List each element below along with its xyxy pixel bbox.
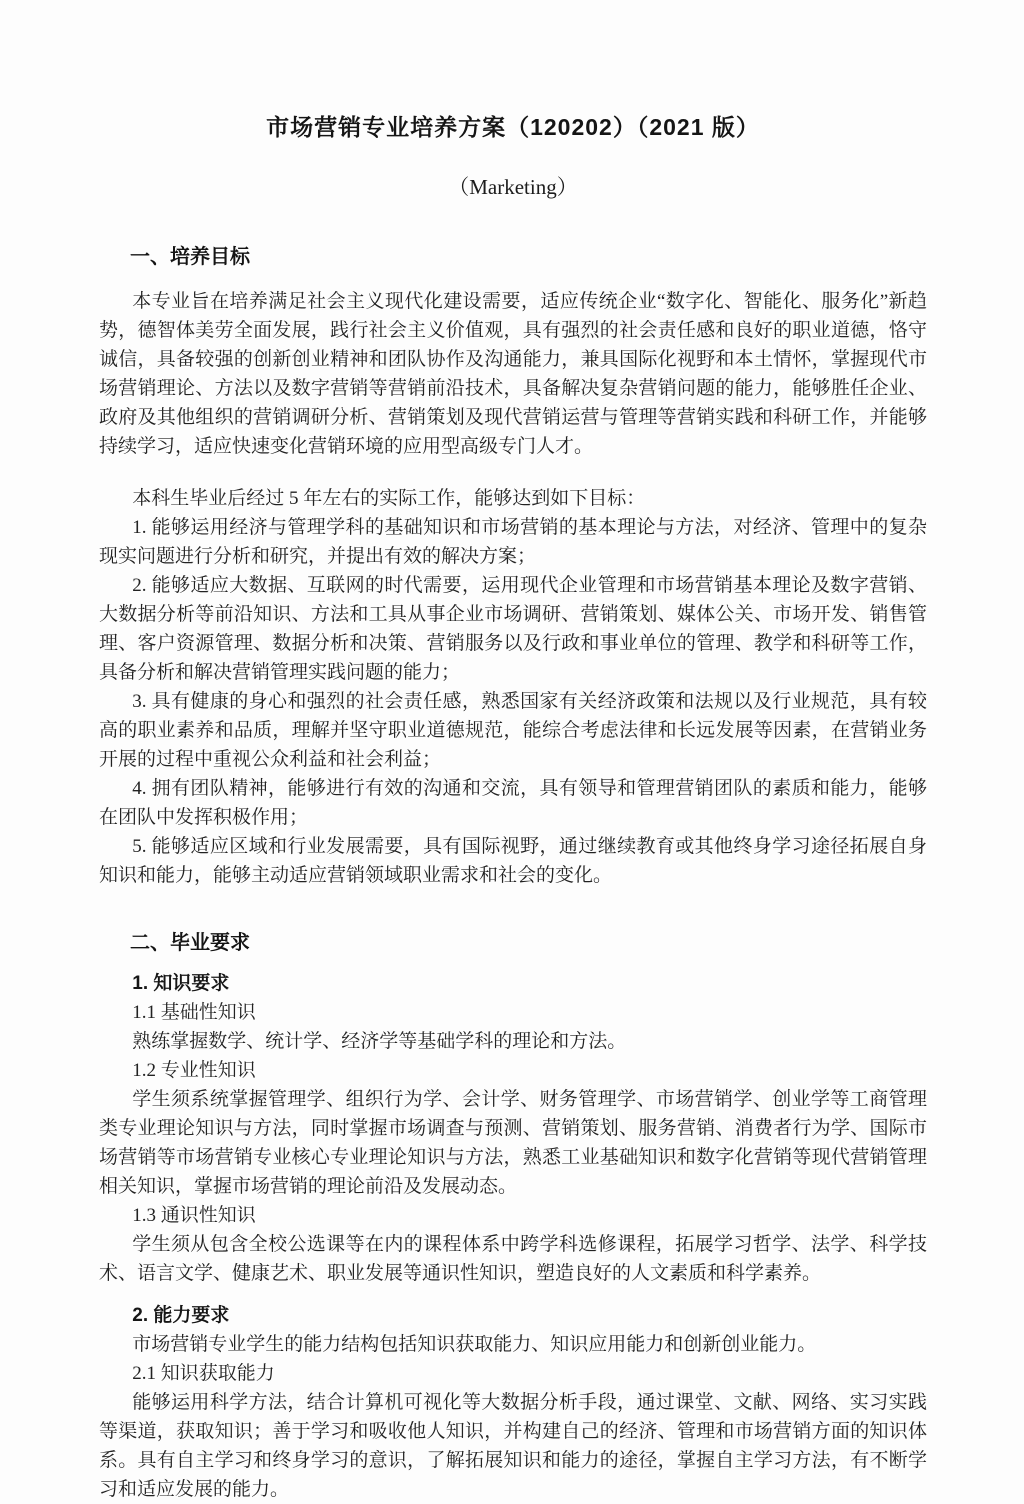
ability-requirements-heading: 2. 能力要求	[132, 1305, 230, 1326]
section-heading-graduation-requirements: 二、毕业要求	[130, 932, 250, 954]
graduate-goals-lead-paragraph: 本科生毕业后经过 5 年左右的实际工作，能够达到如下目标：	[132, 488, 646, 509]
knowledge-acquisition-text: 能够运用科学方法，结合计算机可视化等大数据分析手段，通过课堂、文献、网络、实习实践等渠道，获取知识；善于学习和吸收他人知识，并构建自己的经济、管理和市场营销方面的知识体系。具有自主学习和终身学习的意识，了解拓展知识和能力的途径，掌握自主学习方法，有不断学习和适应发展的能力。	[99, 1392, 927, 1500]
professional-knowledge-title: 1.2 专业性知识	[132, 1060, 256, 1081]
knowledge-requirements-heading: 1. 知识要求	[132, 973, 230, 994]
section-heading-training-objectives: 一、培养目标	[130, 246, 250, 268]
goal-item-4: 4. 拥有团队精神，能够进行有效的沟通和交流，具有领导和管理营销团队的素质和能力，能够在团队中发挥积极作用；	[99, 778, 927, 828]
knowledge-acquisition-title: 2.1 知识获取能力	[132, 1363, 275, 1384]
goal-item-5: 5. 能够适应区域和行业发展需要，具有国际视野，通过继续教育或其他终身学习途径拓展自身知识和能力，能够主动适应营销领域职业需求和社会的变化。	[99, 836, 927, 886]
training-objectives-intro-paragraph: 本专业旨在培养满足社会主义现代化建设需要，适应传统企业“数字化、智能化、服务化”新趋势，德智体美劳全面发展，践行社会主义价值观，具有强烈的社会责任感和良好的职业道德，恪守诚信，具备较强的创新创业精神和团队协作及沟通能力，兼具国际化视野和本土情怀，掌握现代市场营销理论、方法以及数字营销等营销前沿技术，具备解决复杂营销问题的能力，能够胜任企业、政府及其他组织的营销调研分析、营销策划及现代营销运营与管理等营销实践和科研工作，并能够持续学习，适应快速变化营销环境的应用型高级专门人才。	[99, 291, 927, 457]
doc-title: 市场营销专业培养方案（120202）（2021 版）	[266, 114, 760, 140]
goal-item-1: 1. 能够运用经济与管理学科的基础知识和市场营销的基本理论与方法，对经济、管理中的复杂现实问题进行分析和研究，并提出有效的解决方案；	[99, 517, 927, 567]
doc-subtitle: （Marketing）	[448, 175, 578, 199]
general-knowledge-title: 1.3 通识性知识	[132, 1205, 256, 1226]
goal-item-3: 3. 具有健康的身心和强烈的社会责任感，熟悉国家有关经济政策和法规以及行业规范，具有较高的职业素养和品质，理解并坚守职业道德规范，能综合考虑法律和长远发展等因素，在营销业务开展的过程中重视公众利益和社会利益；	[99, 691, 927, 770]
ability-structure-intro: 市场营销专业学生的能力结构包括知识获取能力、知识应用能力和创新创业能力。	[132, 1334, 817, 1355]
basic-knowledge-title: 1.1 基础性知识	[132, 1002, 256, 1023]
basic-knowledge-text: 熟练掌握数学、统计学、经济学等基础学科的理论和方法。	[132, 1031, 627, 1052]
goal-item-2: 2. 能够适应大数据、互联网的时代需要，运用现代企业管理和市场营销基本理论及数字营销、大数据分析等前沿知识、方法和工具从事企业市场调研、营销策划、媒体公关、市场开发、销售管理、客户资源管理、数据分析和决策、营销服务以及行政和事业单位的管理、教学和科研等工作，具备分析和解决营销管理实践问题的能力；	[99, 575, 927, 683]
professional-knowledge-text: 学生须系统掌握管理学、组织行为学、会计学、财务管理学、市场营销学、创业学等工商管理类专业理论知识与方法，同时掌握市场调查与预测、营销策划、服务营销、消费者行为学、国际市场营销等市场营销专业核心专业理论知识与方法，熟悉工业基础知识和数字化营销等现代营销管理相关知识，掌握市场营销的理论前沿及发展动态。	[99, 1089, 927, 1197]
general-knowledge-text: 学生须从包含全校公选课等在内的课程体系中跨学科选修课程，拓展学习哲学、法学、科学技术、语言文学、健康艺术、职业发展等通识性知识，塑造良好的人文素质和科学素养。	[99, 1234, 927, 1284]
